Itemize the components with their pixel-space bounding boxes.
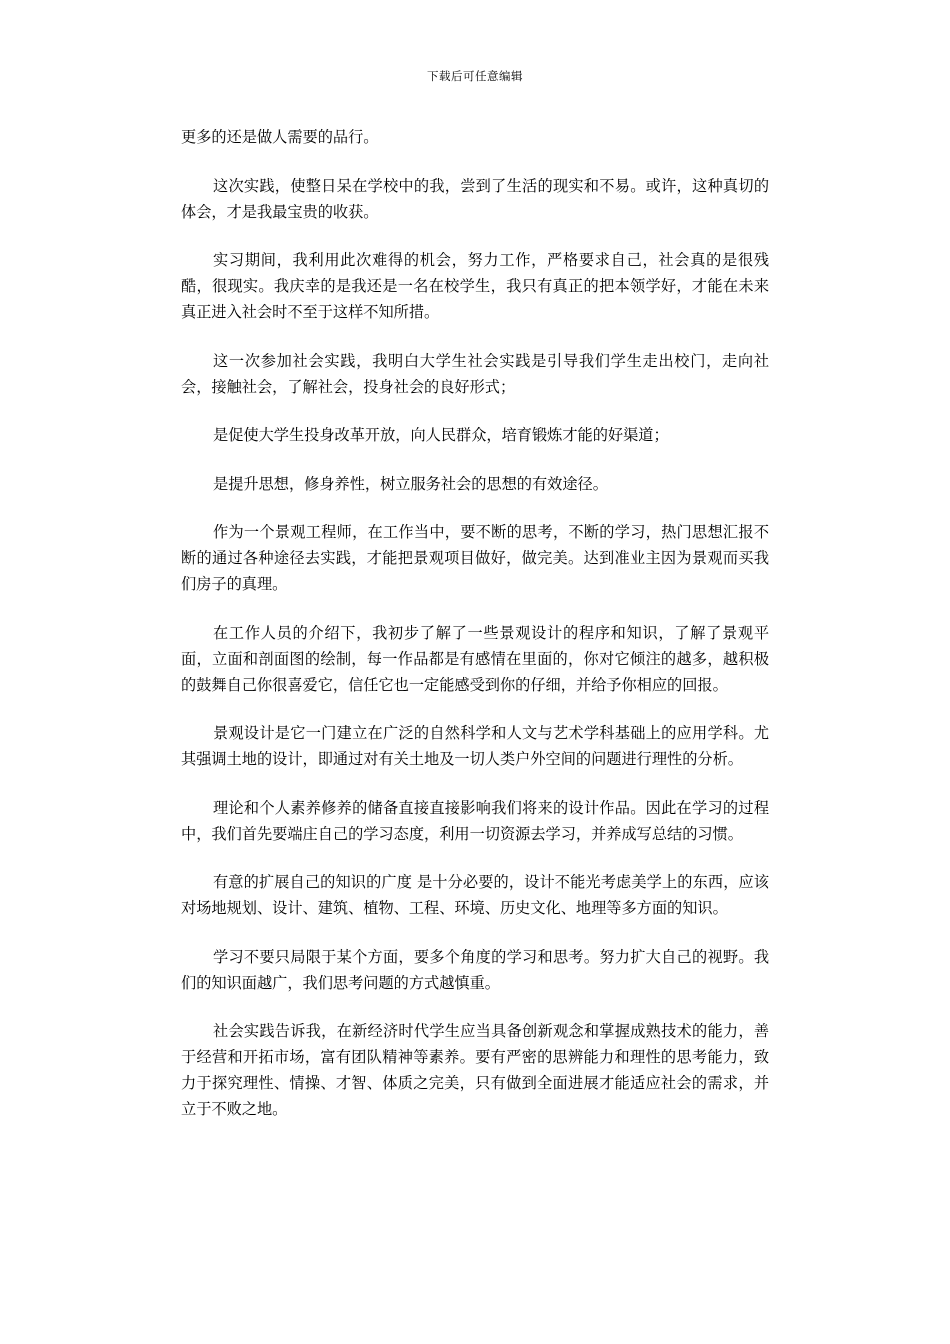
paragraph: 有意的扩展自己的知识的广度 是十分必要的，设计不能光考虑美学上的东西，应该对场地规划、设计、建筑、植物、工程、环境、历史文化、地理等多方面的知识。 (181, 873, 769, 917)
paragraph: 社会实践告诉我，在新经济时代学生应当具备创新观念和掌握成熟技术的能力，善于经营和开拓市场，富有团队精神等素养。要有严密的思辨能力和理性的思考能力，致力于探究理性、情操、才智、体质之完美，只有做到全面进展才能适应社会的需求，并立于不败之地。 (181, 1022, 769, 1118)
paragraph: 景观设计是它一门建立在广泛的自然科学和人文与艺术学科基础上的应用学科。尤其强调土地的设计，即通过对有关土地及一切人类户外空间的问题进行理性的分析。 (181, 724, 769, 768)
paragraph: 学习不要只局限于某个方面，要多个角度的学习和思考。努力扩大自己的视野。我们的知识面越广，我们思考问题的方式越慎重。 (181, 947, 769, 992)
document-body (181, 124, 769, 1145)
paragraph: 实习期间，我利用此次难得的机会，努力工作，严格要求自己，社会真的是很残酷，很现实。我庆幸的是我还是一名在校学生，我只有真正的把本领学好，才能在未来真正进入社会时不至于这样不知所措。 (181, 251, 769, 321)
paragraph: 更多的还是做人需要的品行。 (181, 128, 379, 146)
paragraph: 是促使大学生投身改革开放，向人民群众，培育锻炼才能的好渠道； (213, 426, 669, 444)
paragraph: 是提升思想，修身养性，树立服务社会的思想的有效途径。 (213, 474, 608, 493)
paragraph: 在工作人员的介绍下，我初步了解了一些景观设计的程序和知识，了解了景观平面，立面和剖面图的绘制，每一作品都是有感情在里面的，你对它倾注的越多，越积极的鼓舞自己你很喜爱它，信任它也一定能感受到你的仔细，并给予你相应的回报。 (181, 623, 769, 694)
paragraph: 作为一个景观工程师，在工作当中，要不断的思考，不断的学习，热门思想汇报不断的通过各种途径去实践，才能把景观项目做好，做完美。达到准业主因为景观而买我们房子的真理。 (181, 523, 769, 593)
page-header: 下载后可任意编辑 (427, 69, 523, 83)
paragraph: 理论和个人素养修养的储备直接直接影响我们将来的设计作品。因此在学习的过程中，我们首先要端庄自己的学习态度，利用一切资源去学习，并养成写总结的习惯。 (181, 798, 769, 843)
paragraph: 这一次参加社会实践，我明白大学生社会实践是引导我们学生走出校门，走向社会，接触社会，了解社会，投身社会的良好形式； (181, 351, 769, 396)
paragraph: 这次实践，使整日呆在学校中的我，尝到了生活的现实和不易。或许，这种真切的体会，才是我最宝贵的收获。 (181, 176, 769, 221)
